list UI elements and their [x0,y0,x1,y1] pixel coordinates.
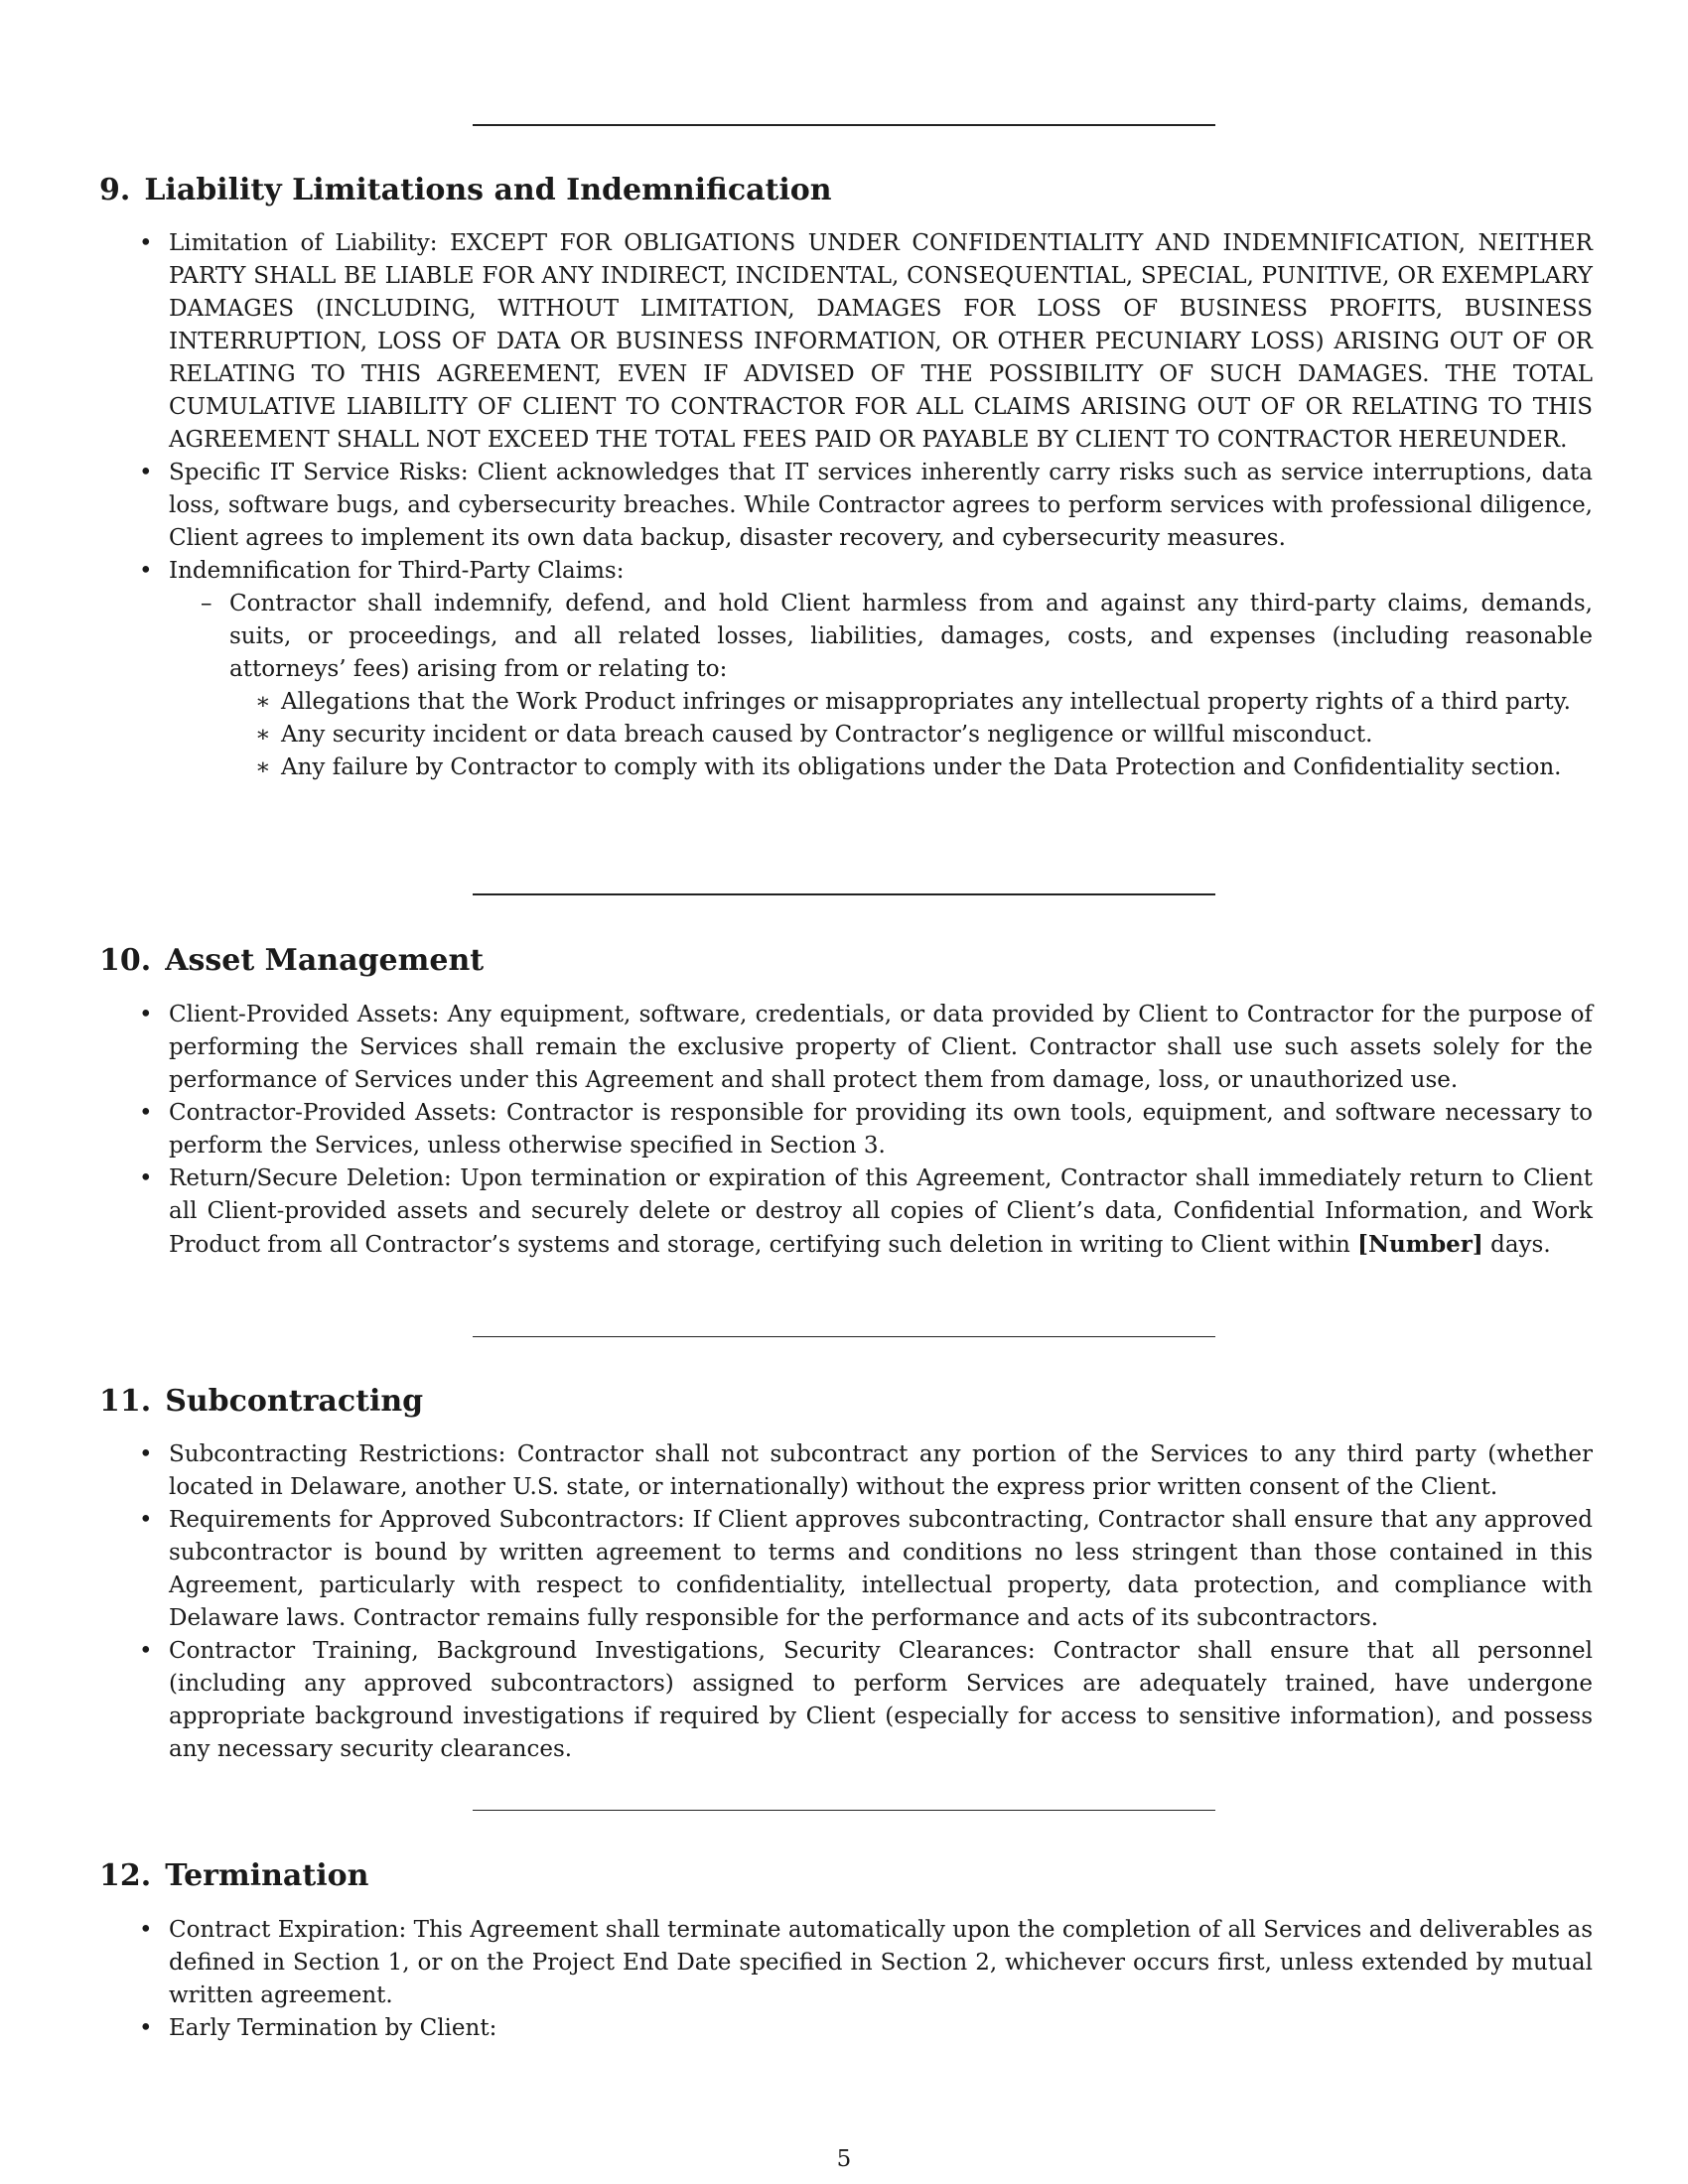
sub-sub-list-item [229,719,1593,751]
section-12-list [137,1914,1593,2045]
section-number: 10. [99,943,152,978]
section-divider [473,1336,1215,1337]
list-item [137,1504,1593,1635]
list-item-text: Subcontracting Restrictions: Contractor shall not subcontract any portion of the Services to any third party (whether located in Delaware, another U.S. state, or internationally) without the express prior written consent of the Client. [169,1441,1593,1500]
page-number: 5 [836,2146,852,2172]
section-title: Asset Management [165,943,485,978]
section-9-heading [99,173,832,208]
sub-sub-list-item-text: Allegations that the Work Product infringes or misappropriates any intellectual property rights of a third party. [281,689,1571,715]
section-10-heading [99,943,484,979]
section-10-list [137,999,1593,1262]
section-11-list [137,1438,1593,1766]
section-title: Liability Limitations and Indemnification [144,173,832,207]
sub-list-item-text: Contractor shall indemnify, defend, and hold Client harmless from and against any third-party claims, demands, suits, or proceedings, and all related losses, liabilities, damages, costs, and expenses (including reasonable attorneys’ fees) arising from or relating to: [229,591,1593,682]
list-item-text: days. [1482,1232,1551,1258]
section-number: 11. [99,1384,152,1419]
list-item [137,1438,1593,1504]
sub-sub-list-item-text: Any failure by Contractor to comply with its obligations under the Data Protection and Confidentiality section. [281,754,1562,780]
section-title: Subcontracting [165,1384,424,1419]
section-number: 12. [99,1858,152,1893]
list-item [137,1097,1593,1162]
list-item-text: Client-Provided Assets: Any equipment, software, credentials, or data provided by Client to Contractor for the purpose of performing the Services shall remain the exclusive property of Client. Contractor shall use such assets solely for the performance of Services under this Agreement and shall protect them from damage, loss, or unauthorized use. [169,1002,1593,1093]
sub-sub-list-item [229,686,1593,719]
section-divider [473,1810,1215,1811]
section-11-heading [99,1384,423,1420]
list-item [137,1914,1593,2012]
sub-sub-list-item-text: Any security incident or data breach caused by Contractor’s negligence or willful misconduct. [281,722,1373,748]
list-item-text: Specific IT Service Risks: Client acknowledges that IT services inherently carry risks such as service interruptions, data loss, software bugs, and cybersecurity breaches. While Contractor agrees to perform services with professional diligence, Client agrees to implement its own data backup, disaster recovery, and cybersecurity measures. [169,460,1593,551]
list-item-text: Requirements for Approved Subcontractors: If Client approves subcontracting, Contractor shall ensure that any approved subcontractor is bound by written agreement to terms and conditions no less stringent than those contained in this Agreement, particularly with respect to confidentiality, intellectual property, data protection, and compliance with Delaware laws. Contractor remains fully responsible for the performance and acts of its subcontractors. [169,1507,1593,1631]
section-12-heading [99,1858,368,1894]
list-item-text: Return/Secure Deletion: Upon termination or expiration of this Agreement, Contractor shall immediately return to Client all Client-provided assets and securely delete or destroy all copies of Client’s data, Confidential Information, and Work Product from all Contractor’s systems and storage, certifying such deletion in writing to Client within [169,1165,1593,1258]
section-9-list [137,227,1593,784]
section-number: 9. [99,173,131,207]
sub-list [169,588,1593,784]
list-item [137,2012,1593,2045]
list-item [137,1162,1593,1262]
list-item-text: Contract Expiration: This Agreement shall terminate automatically upon the completion of all Services and deliverables as defined in Section 1, or on the Project End Date specified in Section 2, whichever occurs first, unless extended by mutual written agreement. [169,1917,1593,2008]
list-item-text: Indemnification for Third-Party Claims: [169,558,625,584]
sub-sub-list-item [229,751,1593,784]
list-item [137,555,1593,784]
list-item-text: Contractor Training, Background Investigations, Security Clearances: Contractor shall ensure that all personnel (including any approved subcontractors) assigned to perform Services are adequately trained, have undergone appropriate background investigations if required by Client (especially for access to sensitive information), and possess any necessary security clearances. [169,1638,1593,1762]
list-item [137,999,1593,1097]
sub-sub-list [229,686,1593,784]
section-title: Termination [165,1858,369,1893]
list-item [137,227,1593,457]
list-item-text: Contractor-Provided Assets: Contractor is responsible for providing its own tools, equipment, and software necessary to perform the Services, unless otherwise specified in Section 3. [169,1100,1593,1159]
section-divider [473,893,1215,895]
section-divider [473,124,1215,126]
list-item [137,457,1593,555]
sub-list-item [169,588,1593,784]
list-item-text: Early Termination by Client: [169,2015,497,2041]
placeholder-field: [Number] [1357,1231,1483,1258]
list-item [137,1635,1593,1766]
list-item-text: Limitation of Liability: EXCEPT FOR OBLIGATIONS UNDER CONFIDENTIALITY AND INDEMNIFICATION, NEITHER PARTY SHALL BE LIABLE FOR ANY INDIRECT, INCIDENTAL, CONSEQUENTIAL, SPECIAL, PUNITIVE, OR EXEMPLARY DAMAGES (INCLUDING, WITHOUT LIMITATION, DAMAGES FOR LOSS OF BUSINESS PROFITS, BUSINESS INTERRUPTION, LOSS OF DATA OR BUSINESS INFORMATION, OR OTHER PECUNIARY LOSS) ARISING OUT OF OR RELATING TO THIS AGREEMENT, EVEN IF ADVISED OF THE POSSIBILITY OF SUCH DAMAGES. THE TOTAL CUMULATIVE LIABILITY OF CLIENT TO CONTRACTOR FOR ALL CLAIMS ARISING OUT OF OR RELATING TO THIS AGREEMENT SHALL NOT EXCEED THE TOTAL FEES PAID OR PAYABLE BY CLIENT TO CONTRACTOR HEREUNDER. [169,230,1593,453]
